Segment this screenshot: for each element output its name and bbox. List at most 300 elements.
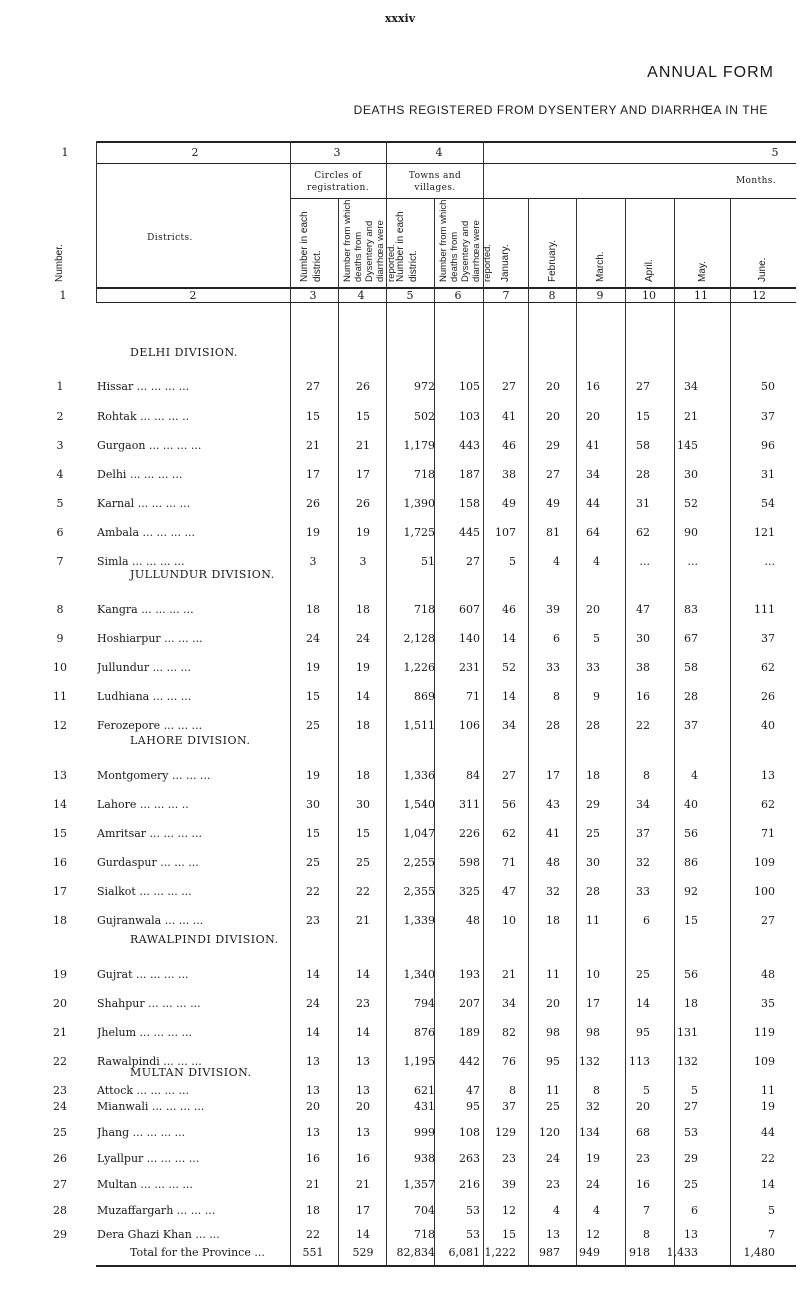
table-cell: 15 [306,827,320,840]
table-cell: 113 [629,1055,650,1068]
header-january: January. [500,244,511,282]
table-cell: 22 [306,885,320,898]
table-cell: 263 [459,1152,480,1165]
table-cell: 12 [502,1204,516,1217]
table-cell: 2,355 [403,885,435,898]
table-cell: 53 [684,1126,698,1139]
table-cell: 21 [306,1178,320,1191]
table-cell: 26 [356,380,370,393]
table-cell: 121 [754,526,775,539]
district-name: Ambala ... ... ... ... [97,526,195,539]
table-cell: 22 [636,719,650,732]
table-cell: 8 [593,1084,600,1097]
row-number: 23 [53,1084,67,1097]
table-cell: 23 [636,1152,650,1165]
table-cell: 19 [306,661,320,674]
district-name: Hissar ... ... ... ... [97,380,190,393]
district-name: Multan ... ... ... ... [97,1178,193,1191]
row-number: 16 [53,856,67,869]
table-cell: 52 [684,497,698,510]
header-circles-deaths: Number from which deaths from Dysentery and diarrhœa were reported. [342,199,397,282]
form-title: ANNUAL FORM [647,64,774,81]
table-cell: 27 [546,468,560,481]
table-cell: 41 [586,439,600,452]
table-cell: 18 [356,719,370,732]
table-cell: 869 [414,690,435,703]
table-cell: 23 [546,1178,560,1191]
row-number: 18 [53,914,67,927]
table-cell: 2,128 [403,632,435,645]
table-cell: 311 [459,798,480,811]
header-june: June. [757,257,768,282]
header-number: Number. [54,244,65,282]
district-name: Hoshiarpur ... ... ... [97,632,203,645]
table-cell: 56 [684,968,698,981]
table-cell: 37 [761,632,775,645]
table-cell: 32 [636,856,650,869]
table-cell: 3 [309,555,317,568]
table-cell: 15 [502,1228,516,1241]
table-cell: 22 [761,1152,775,1165]
table-cell: 999 [414,1126,435,1139]
table-cell: 132 [677,1055,698,1068]
table-cell: 28 [586,719,600,732]
col-num-5: 5 [406,289,414,302]
total-cell: 529 [352,1246,374,1259]
row-number: 21 [53,1026,67,1039]
table-cell: 86 [684,856,698,869]
district-name: Attock ... ... ... ... [97,1084,189,1097]
table-cell: 1,226 [403,661,435,674]
row-number: 15 [53,827,67,840]
row-number: 2 [56,410,64,423]
district-name: Ludhiana ... ... ... [97,690,192,703]
table-cell: 134 [579,1126,600,1139]
table-cell: 158 [459,497,480,510]
table-cell: 33 [586,661,600,674]
header-march: March. [595,251,606,282]
table-cell: 25 [356,856,370,869]
table-cell: 11 [586,914,600,927]
table-cell: 95 [546,1055,560,1068]
row-number: 25 [53,1126,67,1139]
table-row [0,1178,800,1196]
table-cell: 46 [502,603,516,616]
total-cell: 82,834 [396,1246,435,1259]
table-cell: 71 [466,690,480,703]
row-number: 5 [56,497,64,510]
table-row [0,885,800,903]
table-cell: 37 [761,410,775,423]
header-districts: Districts. [147,233,193,243]
col-num-2: 2 [189,289,197,302]
table-cell: 29 [684,1152,698,1165]
table-cell: 28 [636,468,650,481]
district-name: Gurdaspur ... ... ... [97,856,199,869]
table-cell: 231 [459,661,480,674]
total-cell: 987 [539,1246,560,1259]
table-cell: 71 [761,827,775,840]
table-cell: 6 [691,1204,698,1217]
table-cell: 129 [495,1126,516,1139]
district-name: Rohtak ... ... ... .. [97,410,190,423]
table-cell: 62 [502,827,516,840]
table-cell: 35 [761,997,775,1010]
table-cell: 4 [553,1204,560,1217]
table-row [0,1055,800,1073]
table-cell: 12 [586,1228,600,1241]
header-towns-deaths: Number from which deaths from Dysentery and diarrhœa were reported. [438,199,493,282]
table-cell: 49 [502,497,516,510]
table-cell: 47 [502,885,516,898]
table-cell: 28 [546,719,560,732]
row-number: 26 [53,1152,67,1165]
table-cell: 18 [306,1204,320,1217]
table-cell: 7 [643,1204,650,1217]
table-cell: 40 [761,719,775,732]
table-cell: 11 [761,1084,775,1097]
table-row [0,719,800,737]
table-row [0,1152,800,1170]
table-cell: 131 [677,1026,698,1039]
row-number: 1 [56,380,64,393]
col-num-4: 4 [357,289,365,302]
table-cell: 34 [586,468,600,481]
table-cell: 5 [509,555,516,568]
table-cell: 83 [684,603,698,616]
col-num-top-3: 3 [333,146,341,159]
table-cell: 96 [761,439,775,452]
table-cell: 41 [546,827,560,840]
table-row [0,661,800,679]
table-cell: 14 [356,1026,370,1039]
table-cell: 37 [684,719,698,732]
table-cell: 43 [546,798,560,811]
table-cell: 34 [636,798,650,811]
table-cell: 51 [421,555,435,568]
table-cell: 8 [553,690,560,703]
table-cell: 8 [643,1228,650,1241]
table-cell: 207 [459,997,480,1010]
row-number: 24 [53,1100,67,1113]
district-name: Rawalpindi ... ... ... [97,1055,202,1068]
table-cell: 24 [306,997,320,1010]
table-cell: 25 [586,827,600,840]
table-cell: 103 [459,410,480,423]
row-number: 4 [56,468,64,481]
table-cell: 68 [636,1126,650,1139]
division-heading-lahore: LAHORE DIVISION. [130,734,251,747]
table-cell: 30 [306,798,320,811]
table-cell: 14 [356,1228,370,1241]
header-february: February. [547,239,558,282]
table-cell: 17 [356,1204,370,1217]
table-cell: 38 [636,661,650,674]
table-cell: 53 [466,1228,480,1241]
table-cell: 76 [502,1055,516,1068]
col-num-1: 1 [59,289,67,302]
table-cell: ... [764,555,775,568]
table-cell: ... [687,555,698,568]
table-cell: 16 [306,1152,320,1165]
table-cell: 14 [356,690,370,703]
table-row [0,690,800,708]
table-cell: 27 [306,380,320,393]
table-cell: 18 [356,603,370,616]
district-name: Sialkot ... ... ... ... [97,885,192,898]
col-num-top-5: 5 [771,146,779,159]
table-cell: 105 [459,380,480,393]
col-num-8: 8 [548,289,556,302]
table-row [0,914,800,932]
total-label: Total for the Province ... [130,1246,265,1259]
table-cell: 50 [761,380,775,393]
district-name: Montgomery ... ... ... [97,769,211,782]
table-cell: 21 [356,1178,370,1191]
table-cell: 38 [502,468,516,481]
district-name: Simla ... ... ... ... [97,555,185,568]
row-number: 29 [53,1228,67,1241]
table-cell: 46 [502,439,516,452]
table-cell: 23 [306,914,320,927]
table-cell: 30 [356,798,370,811]
table-cell: 1,540 [403,798,435,811]
table-cell: 25 [306,719,320,732]
table-cell: 28 [684,690,698,703]
table-cell: 22 [306,1228,320,1241]
table-cell: 27 [502,769,516,782]
table-cell: 10 [502,914,516,927]
row-number: 7 [56,555,64,568]
table-cell: 1,336 [403,769,435,782]
header-circles: Circles of registration. [307,171,369,193]
row-number: 27 [53,1178,67,1191]
table-cell: 40 [684,798,698,811]
table-cell: 25 [546,1100,560,1113]
table-row [0,410,800,428]
table-cell: 13 [306,1084,320,1097]
table-cell: 95 [466,1100,480,1113]
table-cell: 24 [586,1178,600,1191]
table-cell: 92 [684,885,698,898]
row-number: 6 [56,526,64,539]
district-name: Gujrat ... ... ... ... [97,968,189,981]
table-cell: 442 [459,1055,480,1068]
table-row [0,468,800,486]
table-cell: 41 [502,410,516,423]
table-cell: 44 [586,497,600,510]
table-cell: 193 [459,968,480,981]
table-cell: 3 [359,555,367,568]
row-number: 12 [53,719,67,732]
district-name: Ferozepore ... ... ... [97,719,203,732]
table-cell: 22 [356,885,370,898]
table-cell: 21 [356,439,370,452]
table-cell: 48 [466,914,480,927]
table-cell: 1,390 [403,497,435,510]
table-cell: 16 [356,1152,370,1165]
table-cell: 20 [586,410,600,423]
table-cell: 25 [306,856,320,869]
table-cell: 5 [768,1204,775,1217]
table-cell: 145 [677,439,698,452]
col-num-10: 10 [642,289,656,302]
table-cell: 14 [306,968,320,981]
table-cell: 13 [356,1055,370,1068]
table-cell: 71 [502,856,516,869]
table-row [0,1204,800,1222]
table-cell: 67 [684,632,698,645]
table-cell: 120 [539,1126,560,1139]
row-number: 11 [53,690,67,703]
district-name: Jhelum ... ... ... ... [97,1026,192,1039]
total-cell: 918 [629,1246,650,1259]
table-cell: 18 [546,914,560,927]
table-cell: 132 [579,1055,600,1068]
table-cell: 443 [459,439,480,452]
table-cell: 20 [636,1100,650,1113]
table-cell: 17 [356,468,370,481]
col-num-7: 7 [502,289,510,302]
table-cell: 34 [502,719,516,732]
table-title: DEATHS REGISTERED FROM DYSENTERY AND DIARRHŒA IN THE [353,103,768,117]
table-row [0,555,800,573]
table-cell: 14 [502,632,516,645]
district-name: Muzaffargarh ... ... ... [97,1204,216,1217]
table-cell: 37 [502,1100,516,1113]
table-cell: 64 [586,526,600,539]
table-cell: 189 [459,1026,480,1039]
table-row [0,968,800,986]
total-row [0,1246,800,1264]
table-cell: 13 [761,769,775,782]
table-cell: 32 [546,885,560,898]
table-cell: 18 [586,769,600,782]
row-number: 22 [53,1055,67,1068]
table-cell: 11 [546,968,560,981]
total-cell: 1,480 [743,1246,775,1259]
table-cell: 718 [414,468,435,481]
table-cell: 95 [636,1026,650,1039]
table-cell: 62 [761,661,775,674]
table-cell: 607 [459,603,480,616]
table-cell: 19 [306,526,320,539]
district-name: Mianwali ... ... ... ... [97,1100,205,1113]
district-name: Gurgaon ... ... ... ... [97,439,202,452]
district-name: Dera Ghazi Khan ... ... [97,1228,220,1241]
table-cell: 21 [306,439,320,452]
table-cell: 82 [502,1026,516,1039]
table-cell: 49 [546,497,560,510]
table-cell: 1,195 [403,1055,435,1068]
table-cell: 24 [356,632,370,645]
table-cell: 325 [459,885,480,898]
table-cell: 6 [553,632,560,645]
table-row [0,603,800,621]
table-cell: 11 [546,1084,560,1097]
table-cell: 5 [691,1084,698,1097]
table-cell: 13 [684,1228,698,1241]
table-cell: 58 [636,439,650,452]
table-cell: 14 [502,690,516,703]
table-cell: 58 [684,661,698,674]
table-cell: ... [639,555,650,568]
table-cell: 47 [636,603,650,616]
table-row [0,1228,800,1246]
table-row [0,769,800,787]
district-name: Kangra ... ... ... ... [97,603,194,616]
row-number: 8 [56,603,64,616]
table-cell: 15 [636,410,650,423]
table-cell: 20 [546,410,560,423]
table-cell: 32 [586,1100,600,1113]
table-cell: 21 [684,410,698,423]
table-cell: 28 [586,885,600,898]
header-towns-each: Number in each district. [395,211,419,282]
table-cell: 15 [684,914,698,927]
table-cell: 1,357 [403,1178,435,1191]
row-number: 17 [53,885,67,898]
table-cell: 6 [643,914,650,927]
table-cell: 140 [459,632,480,645]
table-cell: 8 [643,769,650,782]
table-row [0,380,800,398]
table-cell: 27 [502,380,516,393]
table-cell: 4 [691,769,698,782]
table-row [0,632,800,650]
table-cell: 18 [684,997,698,1010]
table-row [0,526,800,544]
row-number: 13 [53,769,67,782]
table-cell: 81 [546,526,560,539]
table-row [0,1126,800,1144]
table-cell: 226 [459,827,480,840]
table-cell: 21 [502,968,516,981]
total-cell: 949 [579,1246,600,1259]
table-cell: 62 [636,526,650,539]
table-cell: 718 [414,603,435,616]
table-row [0,1026,800,1044]
table-cell: 53 [466,1204,480,1217]
table-cell: 876 [414,1026,435,1039]
total-cell: 6,081 [448,1246,480,1259]
table-cell: 1,511 [403,719,435,732]
table-cell: 30 [684,468,698,481]
total-cell: 1,433 [666,1246,698,1259]
table-cell: 44 [761,1126,775,1139]
table-cell: 13 [356,1126,370,1139]
table-cell: 27 [684,1100,698,1113]
table-cell: 15 [306,410,320,423]
table-cell: 25 [684,1178,698,1191]
table-cell: 109 [754,1055,775,1068]
page-number: xxxiv [384,12,416,25]
row-number: 3 [56,439,64,452]
table-cell: 25 [636,968,650,981]
table-cell: 598 [459,856,480,869]
table-cell: 39 [502,1178,516,1191]
table-cell: 24 [306,632,320,645]
table-cell: 39 [546,603,560,616]
table-row [0,798,800,816]
header-april: April. [644,259,655,282]
table-cell: 9 [593,690,600,703]
table-cell: 108 [459,1126,480,1139]
col-num-top-2: 2 [191,146,199,159]
row-number: 14 [53,798,67,811]
table-cell: 24 [546,1152,560,1165]
table-cell: 794 [414,997,435,1010]
